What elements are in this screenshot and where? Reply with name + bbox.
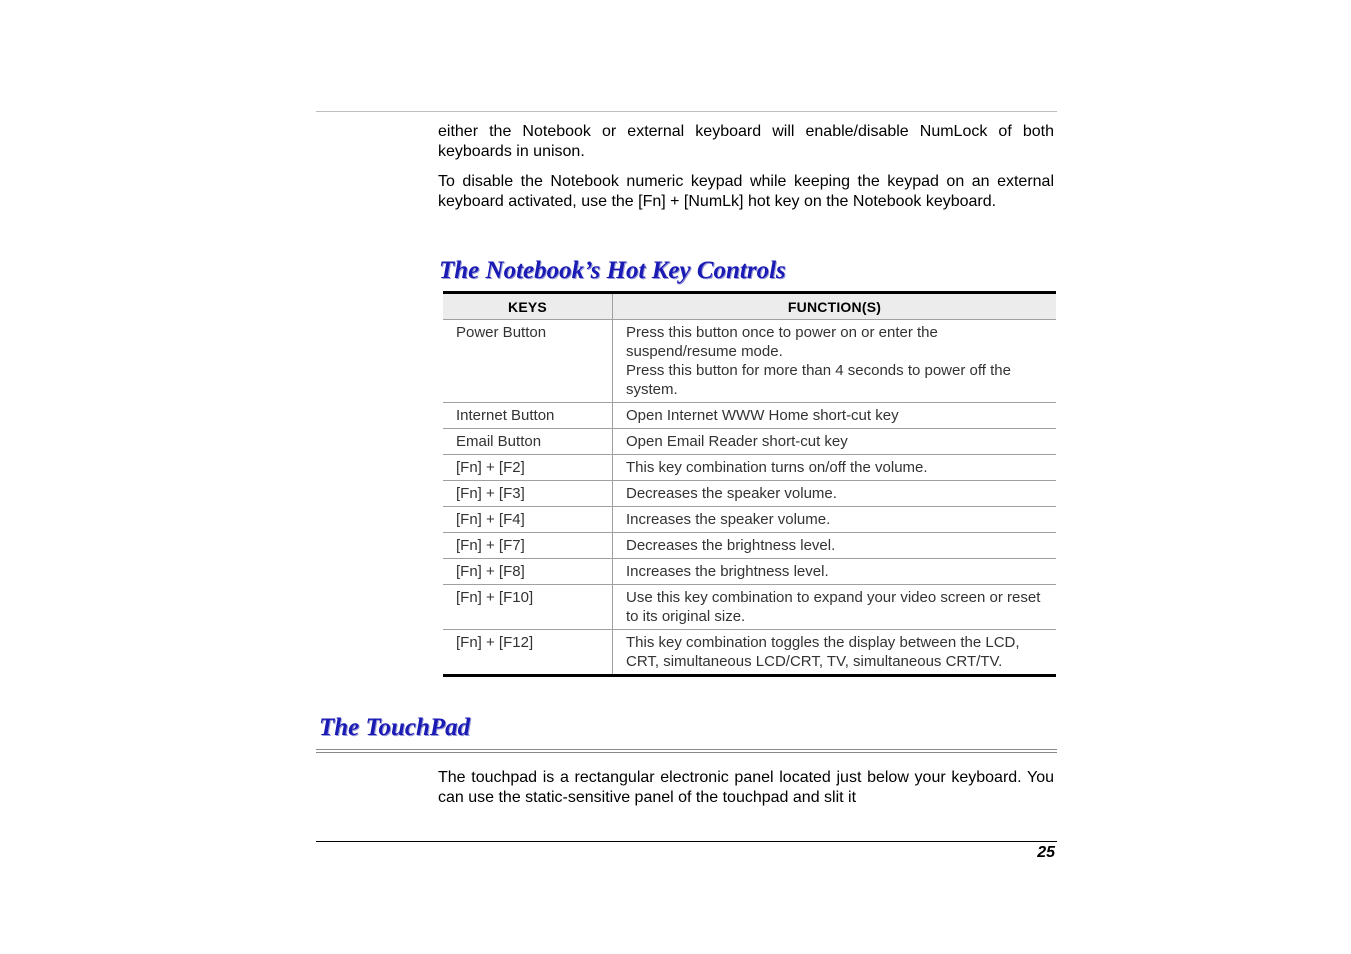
- function-line: Open Email Reader short-cut key: [626, 433, 848, 450]
- function-cell: [613, 533, 1057, 559]
- table-row: [443, 585, 1056, 630]
- function-line: This key combination toggles the display between the LCD, CRT, simultaneous LCD/CRT, TV, simultaneous CRT/TV.: [626, 634, 1020, 670]
- top-rule: [316, 111, 1057, 112]
- section-double-rule: [316, 749, 1057, 753]
- key-cell: Internet Button: [443, 403, 613, 429]
- key-cell: [Fn] + [F3]: [443, 481, 613, 507]
- function-cell: [613, 403, 1057, 429]
- key-cell: [Fn] + [F8]: [443, 559, 613, 585]
- table-row: [443, 455, 1056, 481]
- table-row: [443, 507, 1056, 533]
- function-line: Press this button once to power on or enter the suspend/resume mode.: [626, 324, 938, 360]
- key-cell: Power Button: [443, 320, 613, 403]
- table-row: [443, 533, 1056, 559]
- table-row: [443, 403, 1056, 429]
- touchpad-paragraph: The touchpad is a rectangular electronic panel located just below your keyboard. You can use the static-sensitive panel of the touchpad and slit it: [438, 769, 1054, 806]
- function-line: Increases the speaker volume.: [626, 511, 831, 528]
- function-cell: [613, 320, 1057, 403]
- page-number: 25: [1037, 844, 1055, 861]
- function-line: This key combination turns on/off the volume.: [626, 459, 928, 476]
- function-cell: [613, 455, 1057, 481]
- header-functions: FUNCTION(S): [613, 293, 1057, 320]
- function-line: Open Internet WWW Home short-cut key: [626, 407, 899, 424]
- touchpad-section-title: The TouchPad: [319, 714, 471, 741]
- hotkey-table: [443, 291, 1056, 677]
- function-cell: [613, 481, 1057, 507]
- key-cell: [Fn] + [F10]: [443, 585, 613, 630]
- key-cell: Email Button: [443, 429, 613, 455]
- hotkey-table-body: [443, 320, 1056, 676]
- function-line: Use this key combination to expand your video screen or reset to its original size.: [626, 589, 1041, 625]
- table-row: [443, 481, 1056, 507]
- hotkey-section-title: The Notebook’s Hot Key Controls: [439, 257, 786, 284]
- function-line: Decreases the speaker volume.: [626, 485, 837, 502]
- key-cell: [Fn] + [F12]: [443, 630, 613, 676]
- function-line: Increases the brightness level.: [626, 563, 829, 580]
- intro-paragraph-1: either the Notebook or external keyboard will enable/disable NumLock of both keyboards in unison.: [438, 123, 1054, 160]
- key-cell: [Fn] + [F4]: [443, 507, 613, 533]
- function-cell: [613, 630, 1057, 676]
- table-row: [443, 429, 1056, 455]
- intro-paragraph-2: To disable the Notebook numeric keypad while keeping the keypad on an external keyboard activated, use the [Fn] + [NumLk] hot key on the Notebook keyboard.: [438, 173, 1054, 210]
- table-row: [443, 320, 1056, 403]
- function-line: Decreases the brightness level.: [626, 537, 836, 554]
- key-cell: [Fn] + [F2]: [443, 455, 613, 481]
- key-cell: [Fn] + [F7]: [443, 533, 613, 559]
- header-keys: KEYS: [443, 293, 613, 320]
- function-cell: [613, 507, 1057, 533]
- function-line: Press this button for more than 4 seconds to power off the system.: [626, 362, 1011, 398]
- table-row: [443, 630, 1056, 676]
- table-row: [443, 559, 1056, 585]
- table-header-row: [443, 293, 1056, 320]
- footer-rule: [316, 841, 1057, 842]
- function-cell: [613, 429, 1057, 455]
- function-cell: [613, 585, 1057, 630]
- function-cell: [613, 559, 1057, 585]
